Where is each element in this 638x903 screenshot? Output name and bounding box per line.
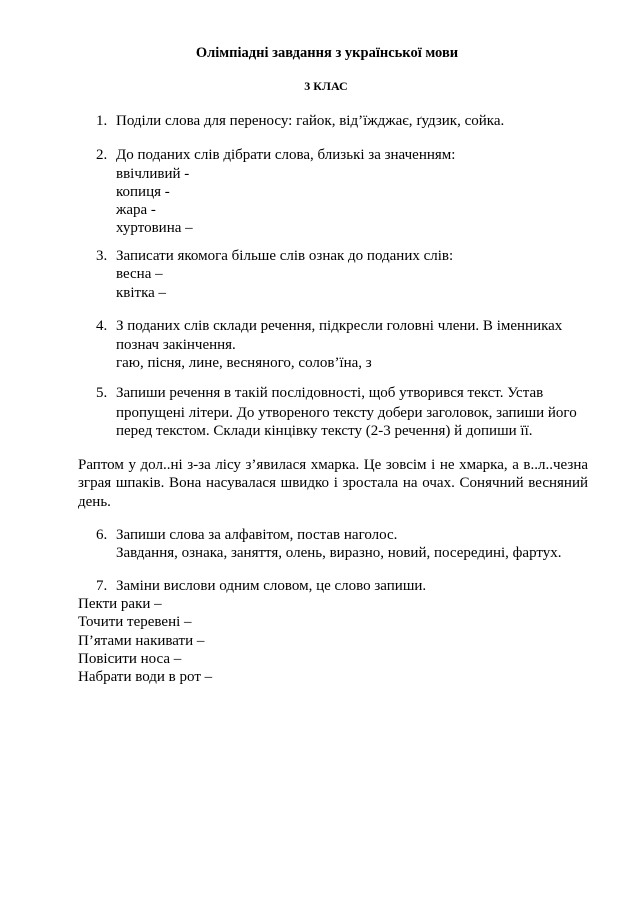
word-list: гаю, пісня, лине, весняного, солов’їна, з [116,355,372,371]
story-line: Раптом у дол..ні з-за лісу з’явилася хмарка. Це зовсім і не хмарка, а в..л..чезна [78,457,588,473]
story-line: день. [78,494,111,510]
task-text: пропущені літери. До утвореного тексту добери заголовок, запиши його [116,405,577,421]
task-number: 4. [96,318,108,334]
idiom-item: Набрати води в рот – [78,669,213,685]
document-title: Олімпіадні завдання з української мови [195,45,459,61]
task-number: 1. [96,113,108,129]
word-item: ввічливий - [116,166,190,182]
story-line: зграя шпаків. Вона насувалася швидко і зростала на очах. Сонячний весняний [78,475,588,491]
idiom-item: Пекти раки – [78,596,162,612]
task-text: Записати якомога більше слів ознак до поданих слів: [116,248,454,264]
word-item: копиця - [116,184,170,200]
task-text: З поданих слів склади речення, підкресли головні члени. В іменниках [116,318,563,334]
task-text: Запиши речення в такій послідовності, щоб утворився текст. Устав [116,385,544,401]
word-item: весна – [116,266,163,282]
grade-label: 3 КЛАС [304,79,348,93]
idiom-item: П’ятами накивати – [78,633,205,649]
task-text: перед текстом. Склади кінцівку тексту (2-3 речення) й допиши її. [116,423,533,439]
idiom-item: Повісити носа – [78,651,182,667]
task-text: Запиши слова за алфавітом, постав наголос. [116,527,398,543]
task-number: 7. [96,578,108,594]
word-list: Завдання, ознака, заняття, олень, виразно, новий, посередині, фартух. [116,545,562,561]
word-item: жара - [116,202,156,218]
task-number: 3. [96,248,108,264]
word-item: квітка – [116,285,167,301]
word-item: хуртовина – [116,220,193,236]
task-text: Поділи слова для переносу: гайок, від’їжджає, ґудзик, сойка. [116,113,505,129]
task-text: познач закінчення. [116,337,236,353]
idiom-item: Точити теревені – [78,614,192,630]
task-text: До поданих слів дібрати слова, близькі за значенням: [116,147,456,163]
task-number: 5. [96,385,108,401]
task-number: 2. [96,147,108,163]
task-text: Заміни вислови одним словом, це слово запиши. [116,578,427,594]
task-number: 6. [96,527,108,543]
